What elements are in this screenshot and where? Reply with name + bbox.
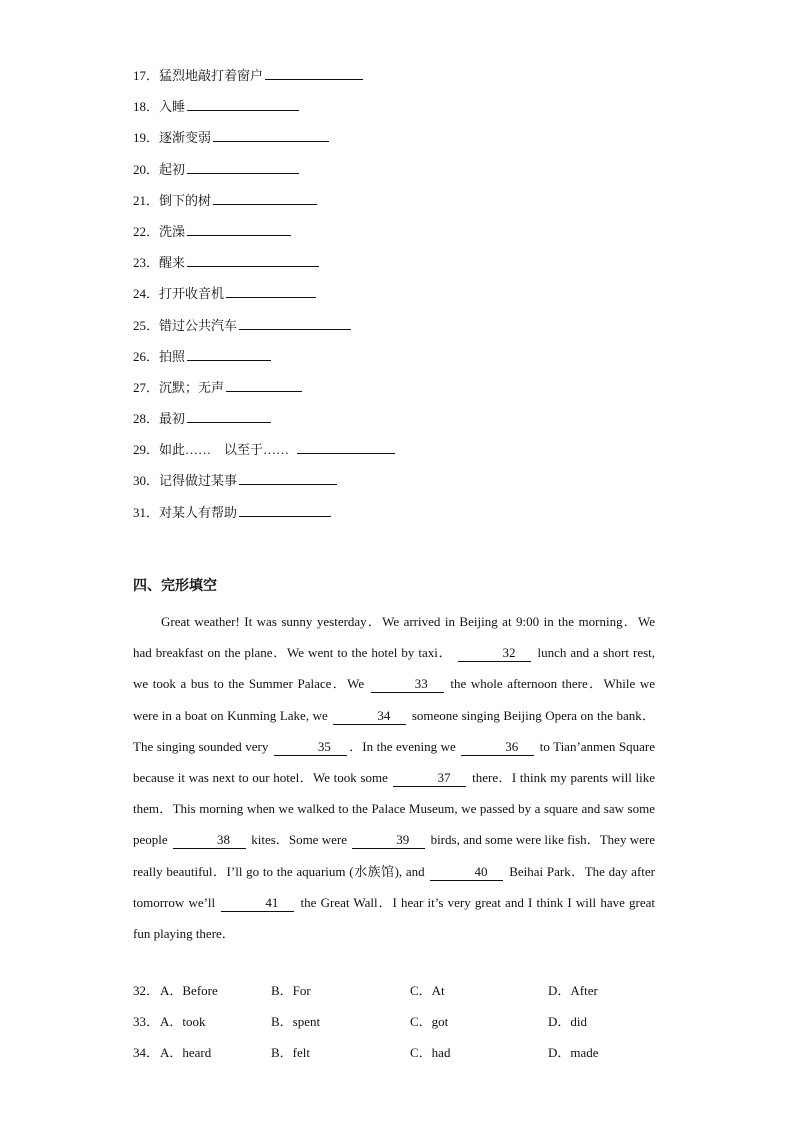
option-a[interactable]: A．heard bbox=[160, 1045, 212, 1061]
vocab-item bbox=[133, 378, 673, 409]
question-options-33 bbox=[133, 1011, 673, 1042]
vocab-prompt: 26．拍照 bbox=[133, 348, 186, 364]
vocab-item bbox=[133, 253, 673, 284]
passage-text: the whole afternoon there．While we were in a boat on Kunming Lake, we bbox=[133, 676, 655, 723]
answer-blank[interactable] bbox=[187, 97, 299, 111]
option-d[interactable]: D．After bbox=[548, 983, 598, 998]
question-options-32 bbox=[133, 980, 673, 1011]
cloze-passage bbox=[133, 606, 655, 949]
answer-blank[interactable] bbox=[187, 222, 291, 236]
option-c[interactable]: C．had bbox=[410, 1045, 451, 1061]
vocab-item bbox=[133, 160, 673, 191]
passage-text: the Great Wall．I hear it’s very great and I think I will have great fun playing there． bbox=[133, 894, 656, 942]
vocab-prompt: 28．最初 bbox=[133, 411, 186, 427]
question-number: 34． bbox=[133, 1045, 160, 1061]
passage-text: Beihai Park．The day after tomorrow we’ll bbox=[133, 863, 655, 910]
cloze-gap-39[interactable]: 39 bbox=[352, 832, 425, 849]
passage-text: Great weather! It was sunny yesterday．We arrived in Beijing at 9:00 in the morning．We had breakfast on the plane．We went to the hotel by taxi． bbox=[133, 614, 655, 661]
vocab-prompt: 19．逐渐变弱 bbox=[133, 130, 212, 146]
vocab-prompt: 31．对某人有帮助 bbox=[133, 504, 238, 520]
answer-blank[interactable] bbox=[187, 347, 271, 361]
option-a[interactable]: A．Before bbox=[160, 983, 218, 998]
answer-options bbox=[133, 980, 673, 1074]
answer-blank[interactable] bbox=[213, 128, 329, 142]
vocab-prompt: 29．如此…… 以至于…… bbox=[133, 442, 290, 458]
cloze-gap-41[interactable]: 41 bbox=[221, 895, 294, 912]
answer-blank[interactable] bbox=[213, 191, 317, 205]
option-b[interactable]: B．felt bbox=[271, 1045, 310, 1061]
cloze-gap-37[interactable]: 37 bbox=[393, 770, 466, 787]
cloze-gap-35[interactable]: 35 bbox=[274, 739, 347, 756]
option-a[interactable]: A．took bbox=[160, 1014, 206, 1030]
passage-paragraph bbox=[133, 606, 655, 949]
vocab-item bbox=[133, 97, 673, 128]
option-b[interactable]: B．For bbox=[271, 983, 311, 998]
vocab-item bbox=[133, 66, 673, 97]
cloze-gap-36[interactable]: 36 bbox=[461, 739, 534, 756]
vocabulary-list bbox=[133, 66, 673, 534]
passage-text: there．I think my parents will like them．This morning when we walked to the Palace Museum, we passed by a square and saw some people bbox=[133, 770, 656, 848]
answer-blank[interactable] bbox=[187, 409, 271, 423]
cloze-gap-33[interactable]: 33 bbox=[371, 676, 444, 693]
vocab-item bbox=[133, 471, 673, 502]
vocab-prompt: 30．记得做过某事 bbox=[133, 473, 238, 489]
vocab-prompt: 21．倒下的树 bbox=[133, 192, 212, 208]
cloze-gap-40[interactable]: 40 bbox=[430, 864, 503, 881]
question-options-34 bbox=[133, 1042, 673, 1073]
option-d[interactable]: D．did bbox=[548, 1014, 588, 1030]
vocab-item bbox=[133, 284, 673, 315]
option-c[interactable]: C．got bbox=[410, 1014, 449, 1030]
vocab-prompt: 24．打开收音机 bbox=[133, 286, 225, 302]
vocab-item bbox=[133, 222, 673, 253]
answer-blank[interactable] bbox=[297, 440, 395, 454]
vocab-item bbox=[133, 503, 673, 534]
vocab-prompt: 23．醒来 bbox=[133, 255, 186, 271]
answer-blank[interactable] bbox=[226, 378, 302, 392]
vocab-item bbox=[133, 440, 673, 471]
section-heading: 四、完形填空 bbox=[133, 578, 217, 594]
option-d[interactable]: D．made bbox=[548, 1045, 599, 1061]
answer-blank[interactable] bbox=[226, 284, 316, 298]
vocab-prompt: 22．洗澡 bbox=[133, 223, 186, 239]
option-c[interactable]: C．At bbox=[410, 983, 445, 998]
question-number: 33． bbox=[133, 1014, 160, 1030]
vocab-prompt: 27．沉默；无声 bbox=[133, 379, 225, 395]
vocab-prompt: 20．起初 bbox=[133, 161, 186, 177]
answer-blank[interactable] bbox=[239, 471, 337, 485]
vocab-item bbox=[133, 409, 673, 440]
passage-text: ．In the evening we bbox=[348, 738, 456, 754]
cloze-gap-34[interactable]: 34 bbox=[333, 708, 406, 725]
passage-text: lunch and a short rest, we took a bus to the Summer Palace．We bbox=[133, 645, 656, 692]
passage-text: someone singing Beijing Opera on the bank．The singing sounded very bbox=[133, 707, 656, 754]
vocab-item bbox=[133, 316, 673, 347]
answer-blank[interactable] bbox=[265, 66, 363, 80]
answer-blank[interactable] bbox=[239, 503, 331, 517]
cloze-gap-38[interactable]: 38 bbox=[173, 832, 246, 849]
question-number: 32． bbox=[133, 983, 160, 998]
passage-text: kites．Some were bbox=[251, 832, 347, 848]
answer-blank[interactable] bbox=[239, 316, 351, 330]
cloze-gap-32[interactable]: 32 bbox=[458, 645, 531, 662]
passage-text: to Tian’anmen Square because it was next to our hotel．We took some bbox=[133, 738, 656, 786]
vocab-item bbox=[133, 128, 673, 159]
option-b[interactable]: B．spent bbox=[271, 1014, 321, 1030]
passage-text: birds, and some were like fish．They were really beautiful．I’ll go to the aquarium (水族馆), and bbox=[133, 832, 655, 879]
vocab-item bbox=[133, 347, 673, 378]
vocab-prompt: 17．猛烈地敲打着窗户 bbox=[133, 68, 264, 83]
vocab-prompt: 18．入睡 bbox=[133, 99, 186, 115]
vocab-prompt: 25．错过公共汽车 bbox=[133, 317, 238, 333]
vocab-item bbox=[133, 191, 673, 222]
answer-blank[interactable] bbox=[187, 253, 319, 267]
answer-blank[interactable] bbox=[187, 160, 299, 174]
